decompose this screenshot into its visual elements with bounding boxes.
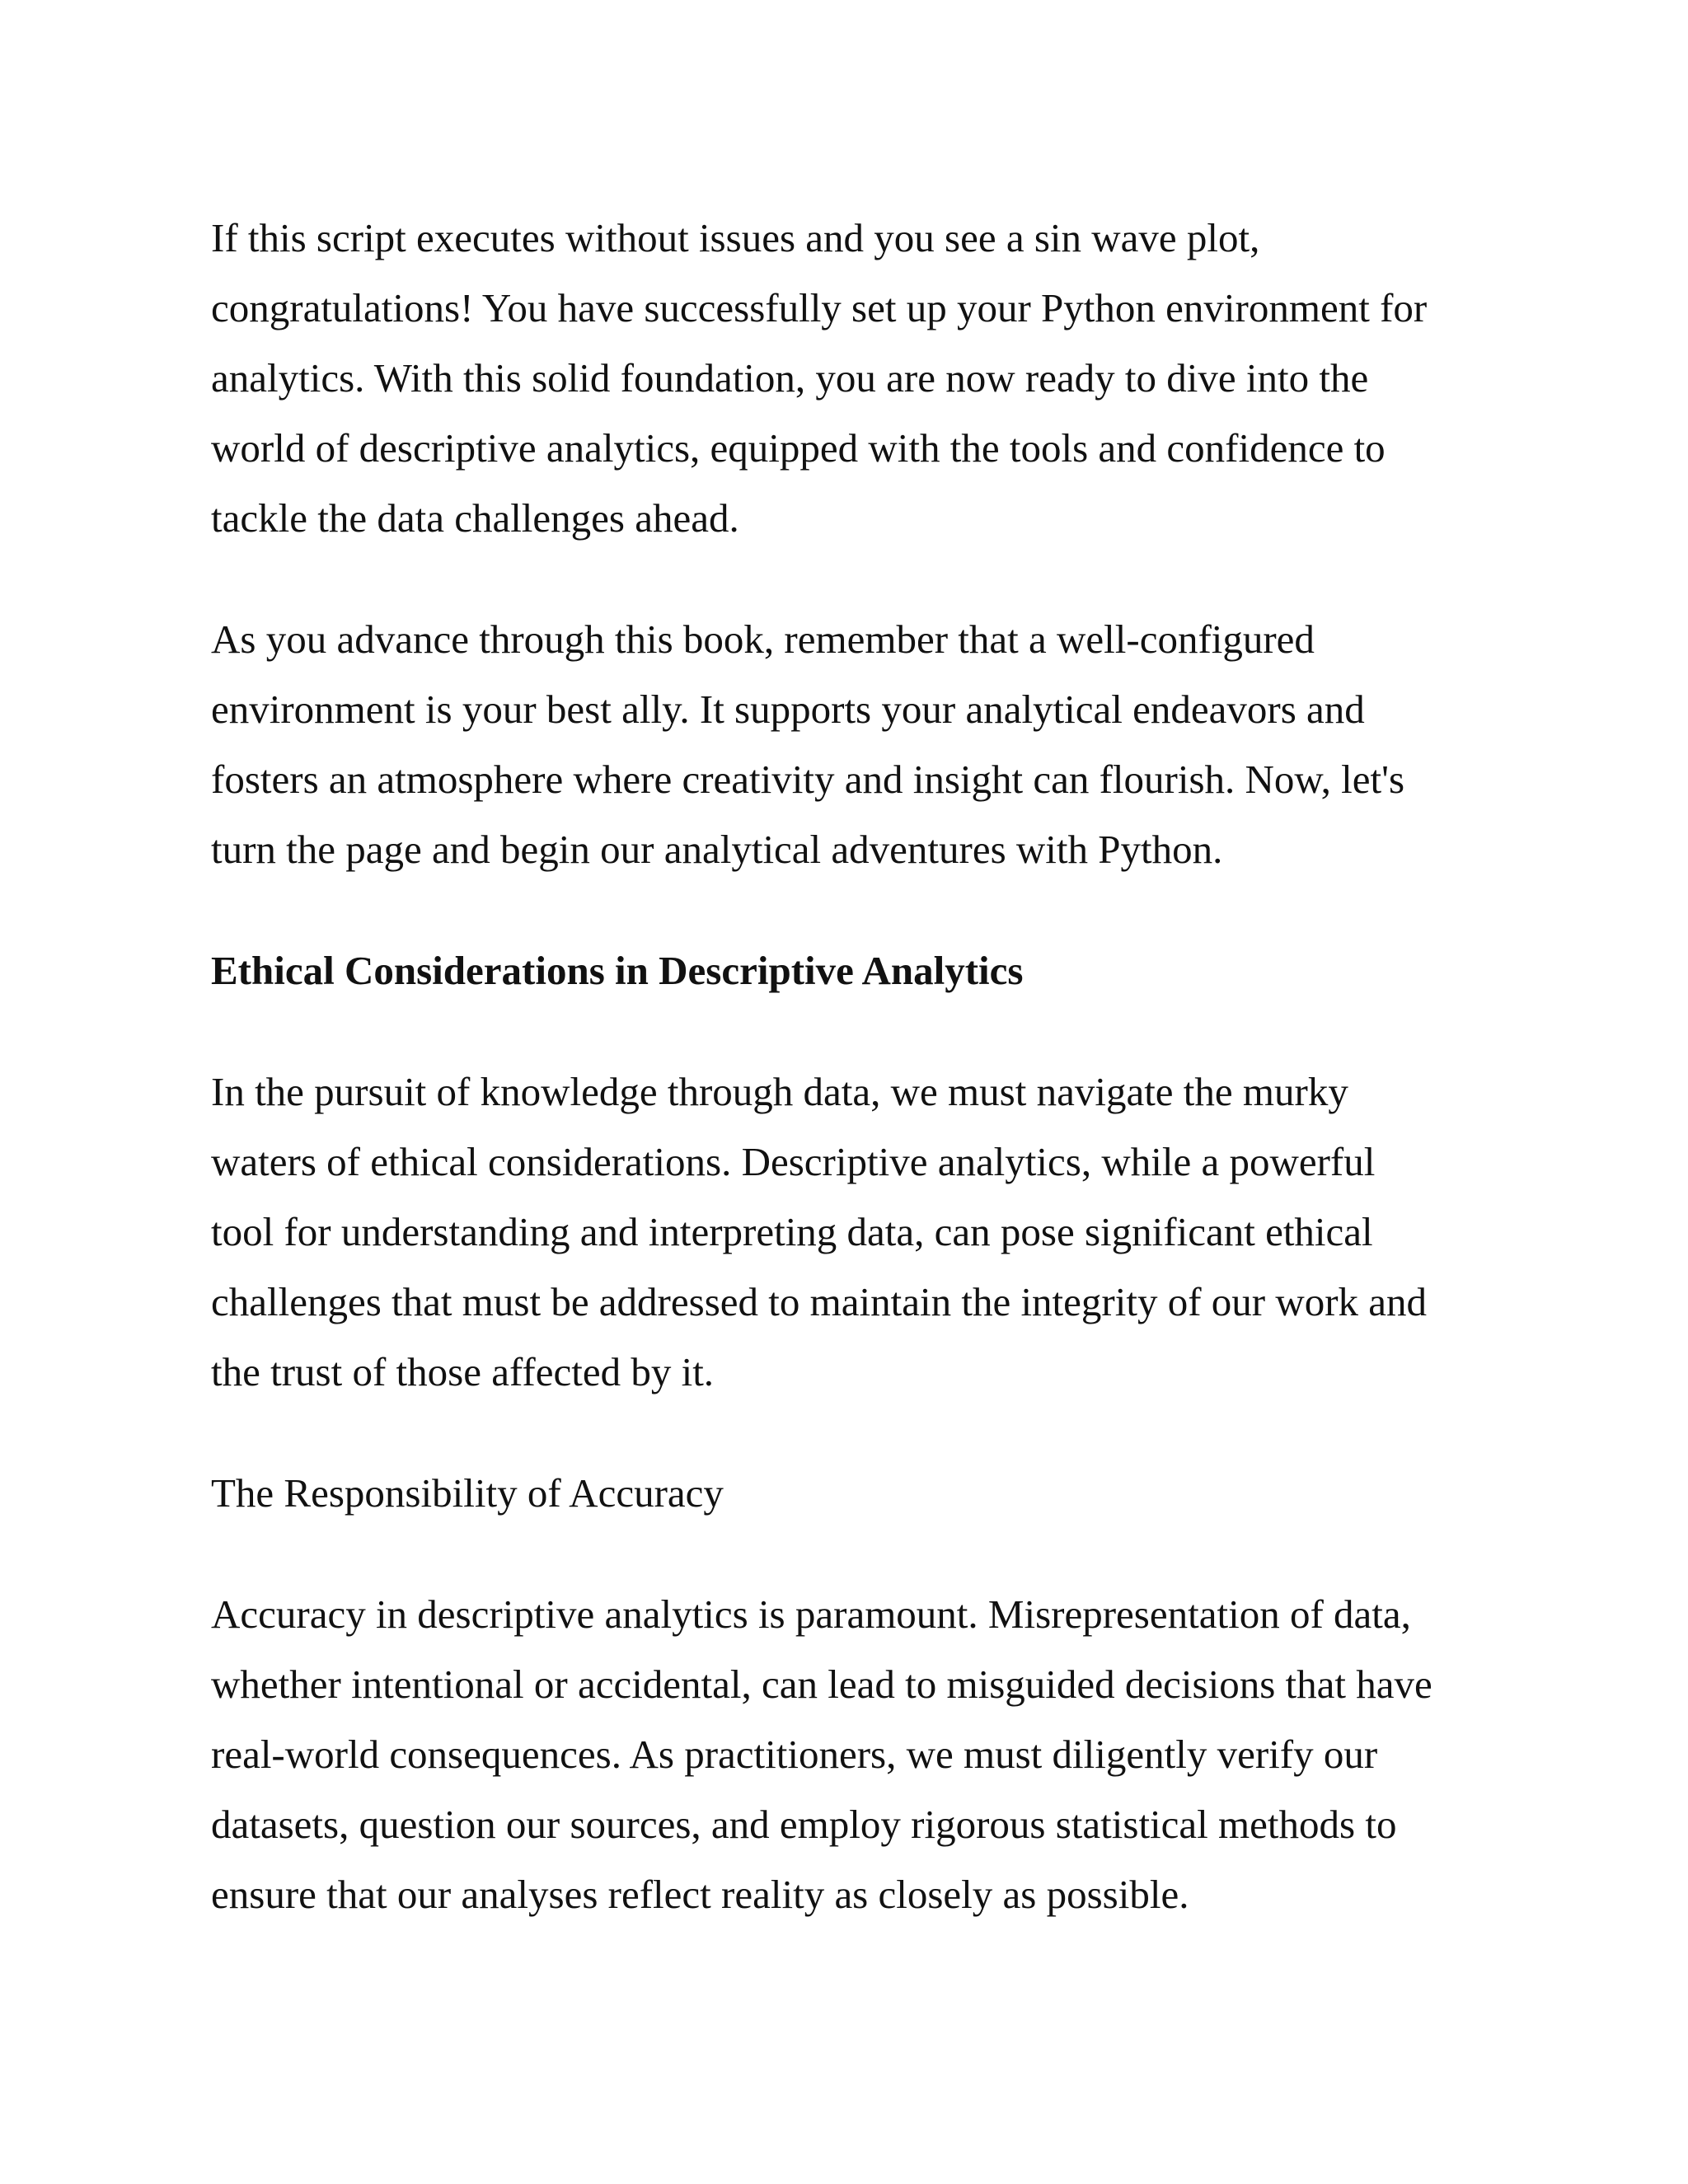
paragraph-accuracy: Accuracy in descriptive analytics is paramount. Misrepresentation of data, whether intentional or accidental, can lead to misguided decisions that have real-world consequences. As practitioners, we must diligently verify our datasets, question our sources, and employ rigorous statistical methods to ensure that our analyses reflect reality as closely as possible.	[211, 1591, 1432, 1917]
paragraph-environment-success: If this script executes without issues and you see a sin wave plot, congratulations! You have successfully set up your Python environment for analytics. With this solid foundation, you are now ready to dive into the world of descriptive analytics, equipped with the tools and confidence to tackle the data challenges ahead.	[211, 215, 1428, 541]
page-content	[211, 203, 1497, 1980]
section-heading-ethical-considerations: Ethical Considerations in Descriptive Analytics	[211, 948, 1024, 993]
paragraph-advance-through-book: As you advance through this book, remember that a well-configured environment is your best ally. It supports your analytical endeavors and fosters an atmosphere where creativity and insight can flourish. Now, let's turn the page and begin our analytical adventures with Python.	[211, 616, 1405, 872]
subheading-responsibility-of-accuracy: The Responsibility of Accuracy	[211, 1470, 724, 1516]
paragraph-ethics-intro: In the pursuit of knowledge through data, we must navigate the murky waters of ethical considerations. Descriptive analytics, while a powerful tool for understanding and interpreting data, can pose significant ethical challenges that must be addressed to maintain the integrity of our work and the trust of those affected by it.	[211, 1069, 1428, 1394]
